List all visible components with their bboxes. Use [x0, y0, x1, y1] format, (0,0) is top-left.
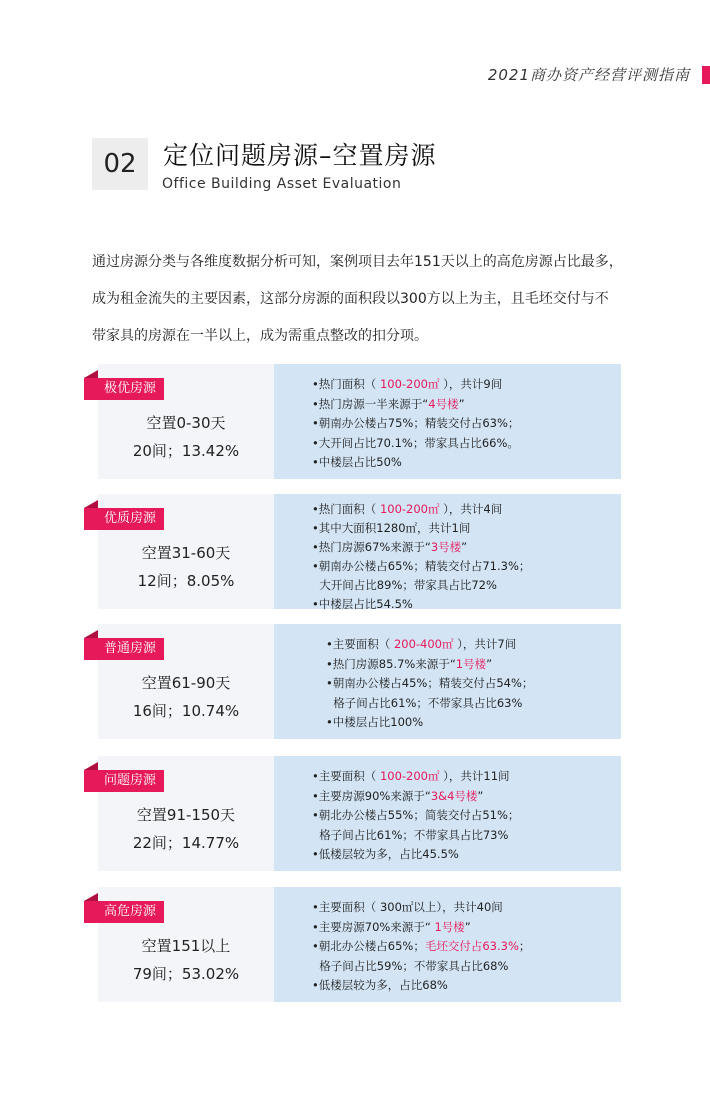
- detail-line: [312, 453, 519, 473]
- detail-text: 格子间占比59%；不带家具占比68%: [312, 958, 509, 973]
- highlight-text: 200-400㎡: [393, 637, 454, 651]
- detail-line: [312, 434, 519, 454]
- detail-text: ），共计9间: [439, 377, 503, 391]
- detail-text: •主要房源70%来源于“: [312, 919, 435, 934]
- intro-line: 带家具的房源在一半以上，成为需重点整改的扣分项。: [92, 328, 428, 344]
- category-row: [98, 494, 621, 609]
- detail-text: ），共计11间: [439, 769, 510, 783]
- unit-count-share: 12间；8.05%: [137, 572, 235, 590]
- detail-text: •中楼层占比54.5%: [312, 597, 413, 611]
- tag-fold-shape: [84, 762, 98, 770]
- highlight-text: 1号楼: [455, 656, 487, 671]
- detail-text: ），共计7间: [453, 637, 517, 651]
- tag-fold-shape: [84, 370, 98, 378]
- detail-text: •热门房源85.7%来源于“: [326, 656, 456, 671]
- detail-line: [312, 500, 530, 519]
- vacancy-period: 空置151以上: [141, 937, 231, 955]
- detail-text: •热门房源一半来源于“: [312, 396, 429, 411]
- highlight-text: 1号楼: [434, 919, 465, 934]
- category-detail-panel: [274, 887, 621, 1002]
- category-summary-panel: [98, 494, 274, 609]
- detail-lines: [312, 375, 519, 473]
- detail-lines: [326, 635, 533, 733]
- category-detail-panel: [274, 364, 621, 479]
- highlight-text: 100-200㎡: [379, 769, 440, 783]
- detail-line: [312, 937, 530, 957]
- section-title: 定位问题房源–空置房源: [163, 141, 437, 170]
- category-summary-panel: [98, 887, 274, 1002]
- detail-text: ；: [518, 939, 531, 953]
- detail-line: [312, 787, 519, 807]
- intro-paragraph: [92, 244, 632, 355]
- category-summary-panel: [98, 364, 274, 479]
- category-tag: 问题房源: [84, 770, 164, 792]
- detail-text: 格子间占比61%；不带家具占比63%: [326, 695, 523, 710]
- detail-text: •主要面积（: [326, 637, 394, 651]
- category-detail-panel: [274, 494, 621, 609]
- detail-text: •低楼层较为多，占比68%: [312, 978, 448, 992]
- category-row: [98, 756, 621, 871]
- detail-text: •朝北办公楼占55%；简装交付占51%；: [312, 808, 520, 822]
- detail-text: ”: [461, 540, 468, 554]
- category-row: [98, 364, 621, 479]
- category-summary-panel: [98, 624, 274, 739]
- intro-line: 通过房源分类与各维度数据分析可知，案例项目去年151天以上的高危房源占比最多，: [92, 254, 623, 270]
- section-subtitle: Office Building Asset Evaluation: [162, 176, 402, 192]
- detail-line: [312, 538, 530, 557]
- detail-line: [312, 375, 519, 395]
- detail-lines: [312, 767, 519, 865]
- detail-text: •热门面积（: [312, 377, 380, 391]
- detail-line: [312, 898, 530, 918]
- unit-count-share: 20间；13.42%: [132, 442, 240, 460]
- highlight-text: 100-200㎡: [379, 377, 440, 391]
- detail-text: 格子间占比61%；不带家具占比73%: [312, 827, 509, 842]
- category-summary-panel: [98, 756, 274, 871]
- detail-text: •朝北办公楼占65%；: [312, 939, 425, 953]
- tag-fold-shape: [84, 500, 98, 508]
- detail-text: •中楼层占比100%: [326, 715, 424, 729]
- detail-text: •热门房源67%来源于“: [312, 540, 431, 554]
- detail-line: [312, 976, 530, 996]
- detail-text: •主要面积（ 300㎡以上），共计40间: [312, 900, 503, 914]
- tag-fold-shape: [84, 893, 98, 901]
- category-row: [98, 624, 621, 739]
- vacancy-period: 空置31-60天: [141, 544, 231, 562]
- category-row: [98, 887, 621, 1002]
- detail-line: [312, 519, 530, 538]
- detail-line: [312, 767, 519, 787]
- detail-line: [326, 694, 533, 714]
- detail-text: •主要面积（: [312, 769, 380, 783]
- detail-text: •中楼层占比50%: [312, 455, 402, 469]
- vacancy-period: 空置91-150天: [136, 806, 236, 824]
- section-number: 02: [92, 138, 148, 190]
- vacancy-period: 空置61-90天: [141, 674, 231, 692]
- detail-text: •大开间占比70.1%；带家具占比66%。: [312, 435, 519, 450]
- highlight-text: 3号楼: [430, 540, 462, 554]
- detail-line: [312, 595, 530, 614]
- detail-text: ”: [486, 656, 493, 671]
- detail-line: [326, 713, 533, 733]
- unit-count-share: 16间；10.74%: [132, 702, 240, 720]
- detail-line: [312, 395, 519, 415]
- detail-lines: [312, 500, 530, 614]
- detail-text: ”: [458, 396, 465, 411]
- detail-line: [312, 845, 519, 865]
- detail-text: 大开间占比89%；带家具占比72%: [312, 578, 497, 592]
- unit-count-share: 79间；53.02%: [132, 965, 240, 983]
- highlight-text: 3&4号楼: [430, 788, 478, 803]
- tag-fold-shape: [84, 630, 98, 638]
- detail-text: ”: [477, 788, 484, 803]
- vacancy-period: 空置0-30天: [146, 414, 226, 432]
- detail-line: [312, 576, 530, 595]
- header-accent-bar: [702, 66, 710, 84]
- detail-text: •热门面积（: [312, 502, 380, 516]
- intro-line: 成为租金流失的主要因素，这部分房源的面积段以300方以上为主，且毛坯交付与不: [92, 291, 609, 307]
- detail-line: [312, 414, 519, 434]
- detail-text: ），共计4间: [439, 502, 503, 516]
- detail-line: [326, 635, 533, 655]
- detail-text: •朝南办公楼占65%；精装交付占71.3%；: [312, 559, 531, 573]
- detail-line: [312, 806, 519, 826]
- highlight-text: 4号楼: [428, 396, 459, 411]
- highlight-text: 100-200㎡: [379, 502, 440, 516]
- detail-lines: [312, 898, 530, 996]
- category-detail-panel: [274, 624, 621, 739]
- detail-text: •其中大面积1280㎡，共计1间: [312, 521, 471, 535]
- detail-text: ”: [464, 919, 471, 934]
- category-tag: 极优房源: [84, 378, 164, 400]
- detail-line: [312, 918, 530, 938]
- detail-line: [312, 557, 530, 576]
- category-tag: 普通房源: [84, 638, 164, 660]
- category-tag: 高危房源: [84, 901, 164, 923]
- category-tag: 优质房源: [84, 508, 164, 530]
- detail-line: [312, 957, 530, 977]
- detail-text: •低楼层较为多，占比45.5%: [312, 847, 459, 861]
- detail-line: [326, 655, 533, 675]
- unit-count-share: 22间；14.77%: [132, 834, 240, 852]
- detail-text: •朝南办公楼占45%；精装交付占54%；: [326, 676, 534, 690]
- category-detail-panel: [274, 756, 621, 871]
- detail-line: [326, 674, 533, 694]
- document-header-title: 2021商办资产经营评测指南: [487, 66, 690, 84]
- detail-text: •朝南办公楼占75%；精装交付占63%；: [312, 416, 520, 430]
- detail-text: •主要房源90%来源于“: [312, 788, 431, 803]
- highlight-text: 毛坯交付占63.3%: [424, 939, 519, 953]
- detail-line: [312, 826, 519, 846]
